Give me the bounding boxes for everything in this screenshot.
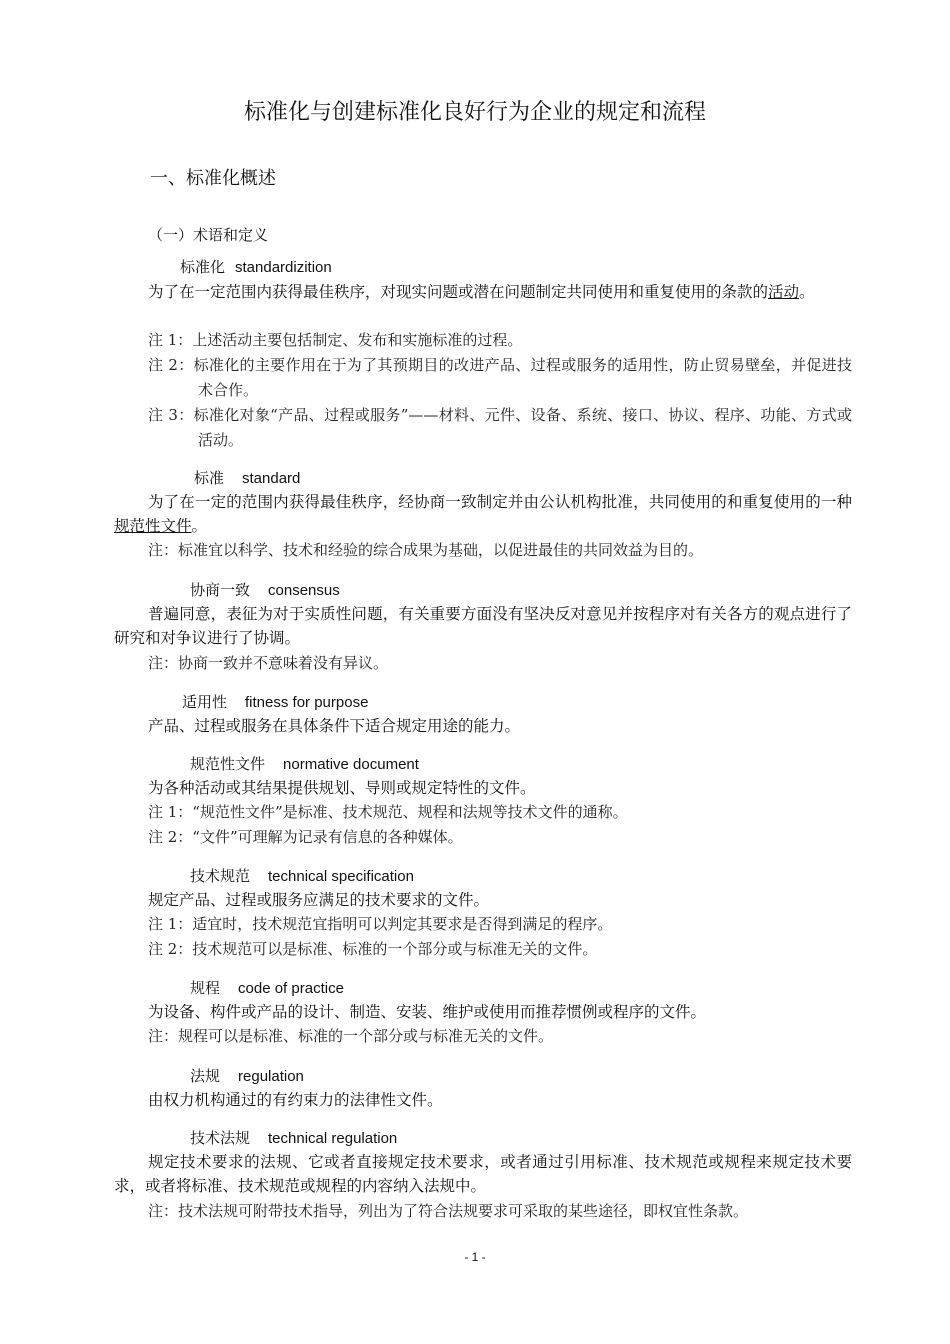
term-note: 注 1：适宜时，技术规范宜指明可以判定其要求是否得到满足的程序。 [148, 915, 613, 933]
document-title: 标准化与创建标准化良好行为企业的规定和流程 [243, 100, 706, 125]
term-heading [190, 579, 340, 600]
term-note: 注 3：标准化对象“产品、过程或服务”——材料、元件、设备、系统、接口、协议、程序、功能、方式或活动。 [148, 406, 852, 449]
term-note: 注 1：“规范性文件”是标准、技术规范、规程和法规等技术文件的通称。 [148, 803, 628, 821]
term-note: 注：协商一致并不意味着没有异议。 [148, 654, 389, 672]
term-en: code of practice [238, 980, 344, 997]
page-number: - 1 - [464, 1250, 486, 1264]
section-heading: 一、标准化概述 [150, 168, 276, 189]
term-heading [190, 1127, 397, 1148]
term-en: consensus [268, 582, 340, 599]
term-zh: 规程 [190, 979, 221, 997]
term-en: standard [242, 470, 301, 487]
term-en: normative document [283, 756, 419, 773]
term-definition: 规定技术要求的法规、它或者直接规定技术要求，或者通过引用标准、技术规范或规程来规定技术要求，或者将标准、技术规范或规程的内容纳入法规中。 [114, 1153, 852, 1195]
term-definition: 普遍同意，表征为对于实质性问题，有关重要方面没有坚决反对意见并按程序对有关各方的观点进行了研究和对争议进行了协调。 [114, 605, 852, 647]
term-en: standardizition [235, 259, 332, 276]
definition-link[interactable]: 活动 [768, 283, 800, 301]
term-note: 注：技术法规可附带技术指导，列出为了符合法规要求可采取的某些途径，即权宜性条款。 [148, 1202, 749, 1220]
term-definition: 为了在一定的范围内获得最佳秩序，经协商一致制定并由公认机构批准，共同使用的和重复使用的一种规范性文件。 [114, 493, 852, 535]
term-heading [194, 467, 300, 488]
term-note: 注：标准宜以科学、技术和经验的综合成果为基础，以促进最佳的共同效益为目的。 [148, 541, 704, 559]
term-definition: 为了在一定范围内获得最佳秩序，对现实问题或潜在问题制定共同使用和重复使用的条款的活动。 [148, 283, 815, 301]
term-zh: 技术法规 [190, 1129, 251, 1147]
term-zh: 规范性文件 [190, 755, 266, 773]
term-zh: 技术规范 [190, 867, 251, 885]
term-note: 注：规程可以是标准、标准的一个部分或与标准无关的文件。 [148, 1027, 554, 1045]
term-heading [180, 256, 332, 277]
term-heading [190, 865, 414, 886]
definition-link[interactable]: 规范性文件 [114, 517, 192, 535]
term-en: regulation [238, 1068, 304, 1085]
subsection-heading: （一）术语和定义 [148, 226, 269, 244]
term-note: 注 2：“文件”可理解为记录有信息的各种媒体。 [148, 828, 463, 846]
term-definition: 规定产品、过程或服务应满足的技术要求的文件。 [148, 891, 490, 909]
term-heading [182, 691, 368, 712]
term-zh: 适用性 [182, 693, 228, 711]
term-note: 注 1：上述活动主要包括制定、发布和实施标准的过程。 [148, 331, 523, 349]
term-en: technical regulation [268, 1130, 398, 1147]
term-heading [190, 1065, 304, 1086]
term-en: technical specification [268, 868, 414, 885]
term-en: fitness for purpose [245, 694, 369, 711]
term-zh: 法规 [190, 1067, 221, 1085]
term-heading [190, 753, 419, 774]
term-definition: 产品、过程或服务在具体条件下适合规定用途的能力。 [148, 717, 521, 735]
term-definition: 为各种活动或其结果提供规划、导则或规定特性的文件。 [148, 779, 536, 797]
term-heading [190, 977, 344, 998]
term-note: 注 2：技术规范可以是标准、标准的一个部分或与标准无关的文件。 [148, 940, 598, 958]
term-note: 注 2：标准化的主要作用在于为了其预期目的改进产品、过程或服务的适用性，防止贸易壁垒，并促进技术合作。 [148, 356, 852, 399]
term-definition: 为设备、构件或产品的设计、制造、安装、维护或使用而推荐惯例或程序的文件。 [148, 1003, 707, 1021]
term-zh: 协商一致 [190, 581, 251, 599]
term-zh: 标准 [194, 469, 225, 487]
term-zh: 标准化 [180, 258, 226, 276]
term-definition: 由权力机构通过的有约束力的法律性文件。 [148, 1091, 443, 1109]
